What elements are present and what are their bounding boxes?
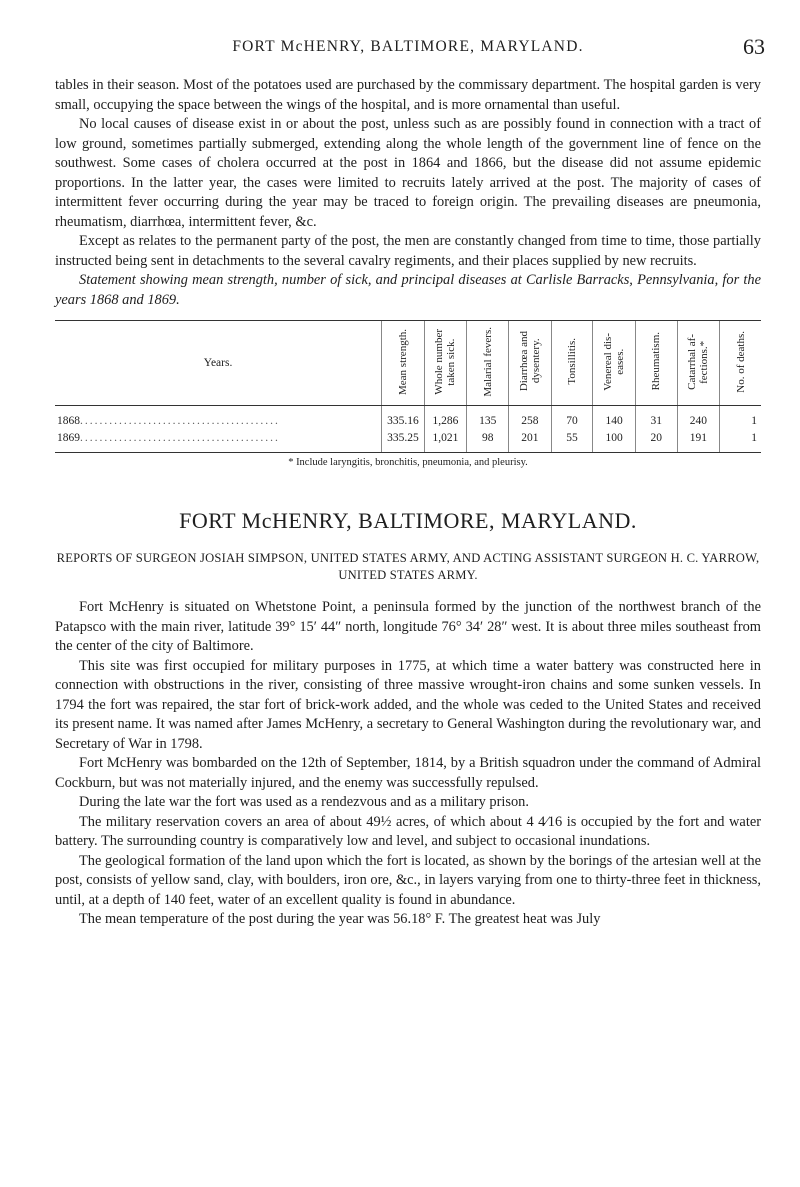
table-row	[55, 406, 761, 430]
table-cell: 201	[509, 429, 551, 453]
table-cell: 1,286	[424, 406, 466, 430]
page	[55, 34, 765, 930]
section-title: FORT McHENRY, BALTIMORE, MARYLAND.	[179, 508, 637, 533]
paragraph: Fort McHenry was bombarded on the 12th of September, 1814, by a British squadron under the command of Admiral Cockburn, but was not materially injured, and the enemy was successfully repulsed.	[55, 755, 761, 791]
paragraph: The mean temperature of the post during the year was 56.18° F. The greatest heat was July	[79, 911, 601, 927]
paragraph: Fort McHenry is situated on Whetstone Point, a peninsula formed by the junction of the northwest branch of the Patapsco with the main river, latitude 39° 15′ 44″ north, longitude 76° 34′ 28″ west. It is about three miles southeast from the center of the city of Baltimore.	[55, 599, 761, 654]
column-header-years: Years.	[55, 321, 382, 406]
column-header: Diarrhœa and dysentery.	[509, 321, 551, 406]
report-byline: REPORTS OF SURGEON JOSIAH SIMPSON, UNITED STATES ARMY, AND ACTING ASSISTANT SURGEON H. C. YARROW, UNITED STATES ARMY.	[56, 551, 760, 582]
table-cell: 240	[677, 406, 719, 430]
table-cell: 335.25	[382, 429, 425, 453]
column-header: Mean strength.	[382, 321, 425, 406]
section-body	[55, 598, 761, 930]
paragraph: During the late war the fort was used as a rendezvous and as a military prison.	[79, 794, 529, 810]
running-head-title: FORT McHENRY, BALTIMORE, MARYLAND.	[232, 38, 584, 55]
statistics-table	[55, 320, 761, 453]
column-header: No. of deaths.	[720, 321, 762, 406]
paragraph: tables in their season. Most of the potatoes used are purchased by the commissary department. The hospital garden is very small, occupying the space between the wings of the hospital, and is more ornamental than useful.	[55, 77, 761, 113]
table-cell: 100	[593, 429, 635, 453]
table-row	[55, 429, 761, 453]
column-header: Malarial fevers.	[467, 321, 509, 406]
table-cell: 31	[635, 406, 677, 430]
table-footnote: * Include laryngitis, bronchitis, pneumonia, and pleurisy.	[288, 457, 528, 468]
row-year: 1868.........................................	[57, 414, 280, 427]
table-cell: 98	[467, 429, 509, 453]
table-cell: 1	[720, 406, 762, 430]
table-cell: 55	[551, 429, 593, 453]
table-header-row	[55, 321, 761, 406]
paragraph: No local causes of disease exist in or about the post, unless such as are possibly found in connection with a tract of low ground, sometimes partially submerged, extending along the whole length of the government line of fence on the southwest. Some cases of cholera occurred at the post in 1864 and 1866, but the disease did not assume epidemic proportions. In the latter year, the cases were limited to recruits lately arrived at the post. The majority of cases of intermittent fever occurring during the year may be traced to foreign origin. The prevailing diseases are pneumonia, rheumatism, diarrhœa, intermittent fever, &c.	[55, 116, 761, 230]
running-head	[55, 34, 765, 64]
table-cell: 258	[509, 406, 551, 430]
table-cell: 70	[551, 406, 593, 430]
paragraph: This site was first occupied for military purposes in 1775, at which time a water battery was constructed here in connection with obstructions in the river, consisting of three massive wrought-iron chains and some sunken vessels. In 1794 the fort was repaired, the star fort of brick-work added, and the whole was ceded to the United States and received its present name. It was named after James McHenry, a secretary to General Washington during the revolutionary war, and Secretary of War in 1798.	[55, 657, 761, 752]
column-header: Tonsillitis.	[551, 321, 593, 406]
column-header: Catarrhal af- fections.*	[677, 321, 719, 406]
paragraph: The geological formation of the land upon which the fort is located, as shown by the borings of the artesian well at the post, consists of yellow sand, clay, with boulders, iron ore, &c., in layers varying from one to thirty-three feet in thickness, until, at a depth of 140 feet, water of an excellent quality is found in abundance.	[55, 852, 761, 908]
table-cell: 335.16	[382, 406, 425, 430]
column-header: Whole number taken sick.	[424, 321, 466, 406]
column-header: Rheumatism.	[635, 321, 677, 406]
column-header: Venereal dis- eases.	[593, 321, 635, 406]
table-cell: 135	[467, 406, 509, 430]
page-number: 63	[743, 34, 765, 59]
table-cell: 20	[635, 429, 677, 453]
paragraph: The military reservation covers an area of about 49½ acres, of which about 4 4⁄16 is occupied by the fort and water battery. The surrounding country is comparatively low and level, and subject to occasional inundations.	[55, 813, 761, 849]
table-cell: 1,021	[424, 429, 466, 453]
table-cell: 191	[677, 429, 719, 453]
table-caption: Statement showing mean strength, number of sick, and principal diseases at Carlisle Barracks, Pennsylvania, for the years 1868 and 1869.	[55, 272, 761, 308]
table-cell: 1	[720, 429, 762, 453]
table-cell: 140	[593, 406, 635, 430]
paragraph: Except as relates to the permanent party of the post, the men are constantly changed from time to time, those partially instructed being sent in detachments to the several cavalry regiments, and their places supplied by new recruits.	[55, 233, 761, 269]
row-year: 1869.........................................	[55, 429, 382, 453]
